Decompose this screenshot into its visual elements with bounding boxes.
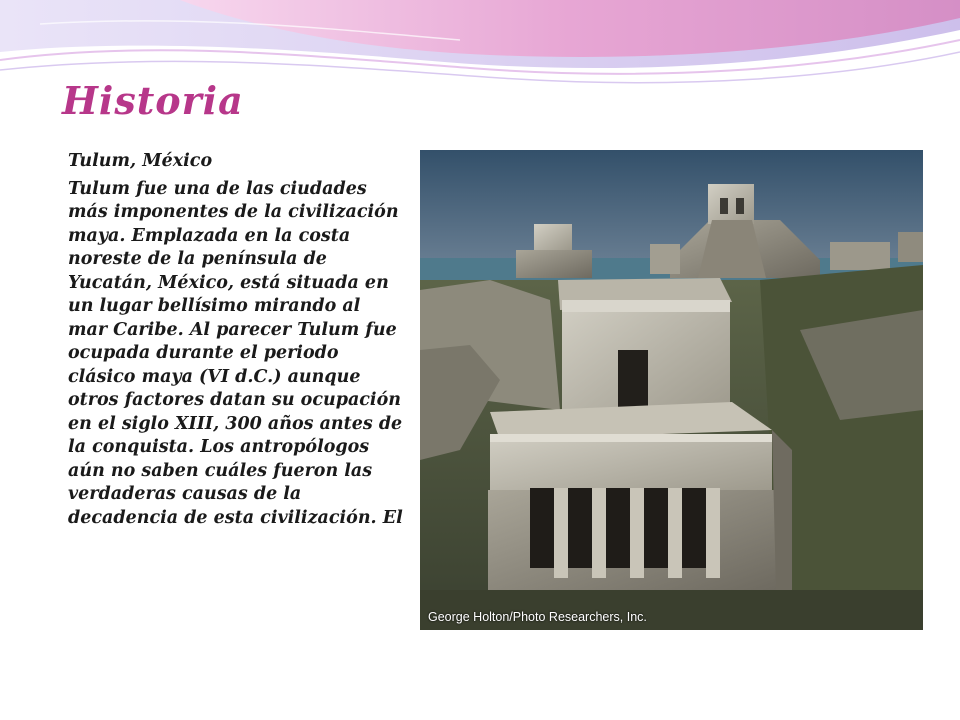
history-paragraph: Tulum fue una de las ciudades más imponentes de la civilización maya. Emplazada en la costa noreste de la península de Yucatán, México, está situada en un lugar bellísimo mirando al mar Caribe. Al parecer Tulum fue ocupada durante el periodo clásico maya (VI d.C.) aunque otros factores datan su ocupación en el siglo XIII, 300 años antes de la conquista. Los antropólogos aún no saben cuáles fueron las verdaderas causas de la decadencia de esta civilización. El — [68, 178, 403, 528]
slide-title: Historia — [62, 78, 244, 123]
location-subtitle: Tulum, México — [68, 151, 213, 171]
content-text-block — [68, 150, 403, 530]
photo-credit: George Holton/Photo Researchers, Inc. — [428, 610, 647, 624]
tulum-ruins-image — [420, 150, 923, 630]
tulum-photo — [420, 150, 923, 630]
